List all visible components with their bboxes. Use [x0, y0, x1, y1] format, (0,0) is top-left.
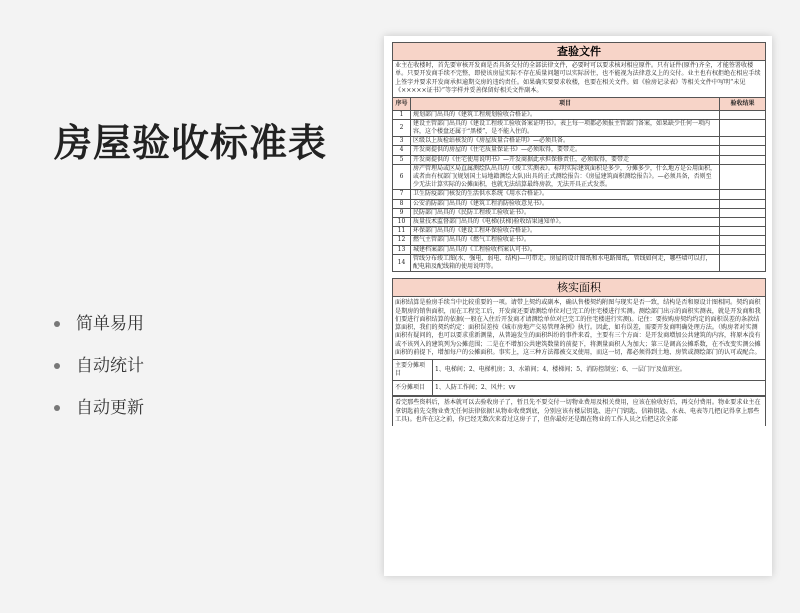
row-number: 13	[393, 245, 411, 254]
row-number: 7	[393, 190, 411, 199]
row-item: 民防部门出具的《民防工程竣工验收证书》。	[411, 208, 720, 217]
row-item: 质量技术监督部门出具的《电梯(扶梯)验收结果通知单》。	[411, 218, 720, 227]
apportion-label: 主要分摊项目	[393, 360, 433, 381]
row-result[interactable]	[720, 236, 766, 245]
table-row	[393, 208, 766, 217]
row-number: 2	[393, 119, 411, 136]
table-row	[393, 360, 766, 381]
row-result[interactable]	[720, 164, 766, 190]
feature-label: 自动统计	[76, 356, 144, 376]
row-result[interactable]	[720, 110, 766, 119]
apportion-value: 1、人防工作间；2、风井；vv	[433, 381, 766, 396]
column-header-result: 验收结果	[720, 97, 766, 110]
row-number: 10	[393, 218, 411, 227]
bullet-dot-icon	[54, 363, 60, 369]
table-row	[393, 236, 766, 245]
row-number: 1	[393, 110, 411, 119]
row-item: 规划部门出具的《建筑工程规划验收合格证》。	[411, 110, 720, 119]
table-row	[393, 381, 766, 396]
row-result[interactable]	[720, 208, 766, 217]
row-number: 6	[393, 164, 411, 190]
row-item: 建设主管部门出具的《建设工程竣工验收备案证明书》。表上每一项都必须报主管部门备案，如果缺少任何一项内容，这个楼盘还属于“黑楼”，是不能入住的。	[411, 119, 720, 136]
feature-label: 自动更新	[76, 398, 144, 418]
table-row	[393, 119, 766, 136]
row-item: 管线分布竣工图(水、强电、弱电、结构)—可带走。房屋的设计图纸和水电路图纸，管线如何走，哪些墙可以打，配电箱及配线箱的使用说明等。	[411, 254, 720, 271]
table-row	[393, 199, 766, 208]
bullet-dot-icon	[54, 321, 60, 327]
table-row	[393, 254, 766, 271]
table-row	[393, 155, 766, 164]
row-item: 公安消防部门出具的《建筑工程消防验收意见书》。	[411, 199, 720, 208]
row-result[interactable]	[720, 254, 766, 271]
row-result[interactable]	[720, 245, 766, 254]
row-result[interactable]	[720, 119, 766, 136]
row-item: 燃气主管部门出具的《燃气工程验收证书》。	[411, 236, 720, 245]
section-header-inspection-docs: 查验文件	[392, 42, 766, 61]
apportion-label: 不分摊项目	[393, 381, 433, 396]
row-item: 开发商提供的房屋的《住宅质量保证书》—必须取得，要带走。	[411, 146, 720, 155]
inspection-table	[392, 97, 766, 273]
document-preview	[384, 36, 772, 576]
row-result[interactable]	[720, 146, 766, 155]
table-row	[393, 137, 766, 146]
table-row	[393, 245, 766, 254]
apportion-table	[392, 359, 766, 396]
row-item: 环保部门出具的《建设工程环保验收合格证》。	[411, 227, 720, 236]
feature-item	[54, 312, 144, 354]
feature-label: 简单易用	[76, 314, 144, 334]
row-result[interactable]	[720, 199, 766, 208]
table-row	[393, 190, 766, 199]
row-number: 3	[393, 137, 411, 146]
row-number: 5	[393, 155, 411, 164]
row-result[interactable]	[720, 218, 766, 227]
row-number: 9	[393, 208, 411, 217]
table-row	[393, 146, 766, 155]
row-number: 12	[393, 236, 411, 245]
feature-item	[54, 396, 144, 438]
table-row	[393, 110, 766, 119]
page-title: 房屋验收标准表	[54, 121, 328, 165]
row-result[interactable]	[720, 137, 766, 146]
feature-item	[54, 354, 144, 396]
section-header-area-check: 核实面积	[392, 278, 766, 297]
row-number: 11	[393, 227, 411, 236]
row-item: 城建档案部门出具的《工程验收档案认可书》。	[411, 245, 720, 254]
intro-paragraph: 业主在收楼时，首先要审核开发商是否具备交付的全部法律文件，必要时可以要求核对相应原件。只有证件(原件)齐全，才能签署收楼单。只要开发商手续不完整，即使该房屋实际不存在质量问题可以实际居住，也不能视为法律意义上的交付。业主也有权拒绝在相应手续上签字并要求开发商承担逾期交房的违约责任。如果确实要要求收楼，也要在相关文件。如《验房记录表》等相关文件中写明“未见《×××××证书》”等字样并妥善保留好相关文件副本。	[392, 61, 766, 97]
closing-paragraph: 看完那些资料后，基本就可以去验收房子了，暂且先不要交付一切物业费用及相关费用，应该在验收好后，再交付费用。物业要求业主在拿钥匙前先交物业费无任何法律依据!从物业收费到底，分别应该有楼层钥匙、进户门钥匙、信箱钥匙、水表、电表等几把(记得拿上那些工具)。也许在这之前，你已经无数次来看过这房子了，但你最好还是跟在物业的工作人员之后把这次全部	[392, 396, 766, 426]
row-number: 4	[393, 146, 411, 155]
feature-list	[54, 312, 144, 438]
bullet-dot-icon	[54, 405, 60, 411]
table-row	[393, 218, 766, 227]
table-row	[393, 227, 766, 236]
area-paragraph: 面积结算是验房手续当中比较重要的一项。请带上契约或副本，确认售楼契约附图与现实是否一致，结构是否和原设计图相同。契约面积是期房的销售面积，而在工程完工后，开发商还要请测绘单位对已完工的住宅楼进行实测。测绘部门出示的面积实测表，就是开发商和我们要进行面积结算的依据(一般在入住后开发商才请测绘单位对已完工的住宅楼进行实测)。记住：要按购房契约约定的面积误差的条款结算面积，我们的契约约定：面积误差按《城市房地产交易管理条例》执行。因此，如有误差，需要开发商明确处理方法。（购房者对实测面积有疑问的，也可以要求重新测量，从普遍发生的面积纠纷的事件来看，主要有三个方面：是开发商增加公共建筑的内容，将原本没有或不该列入的建筑列为公摊范围；二是在不增加公共建筑数量的前提下，将测量面积人为加大；第三是调高公摊系数，在不改变实测公摊面积的前提下，增加每户的公摊面积。事实上，这三种方法都被交叉使用，而这一切，都必须得到土地、房管或测绘部门的认可或配合。	[392, 297, 766, 359]
row-item: 卫生防疫部门核发的生活供水系统《用水合格证》。	[411, 190, 720, 199]
row-number: 14	[393, 254, 411, 271]
column-header-item: 项目	[411, 97, 720, 110]
row-item: 开发商提供的《住宅使用说明书》—开发商据此承担保修责任，必须取得，要带走	[411, 155, 720, 164]
table-row	[393, 164, 766, 190]
column-header-number: 序号	[393, 97, 411, 110]
row-result[interactable]	[720, 155, 766, 164]
row-item: 区级以上质检站核发的《房屋质量合格证明》—必须具备。	[411, 137, 720, 146]
apportion-value: 1、电梯间；2、电梯机房；3、水箱间；4、楼梯间；5、消防控制室；6、一层门厅及值班室。	[433, 360, 766, 381]
row-item: 房产管理局或区局直属测绘队出具的《竣工实测表》。标明实际建筑面积是多少，分摊多少，什么地方是公用面积，或者由有权部门(规划国土局地籍测绘大队)出具的正式测绘报告：《房屋建筑面积测绘报告》。—必须具备，否则至少无法计算实际的公摊面积，也就无法结算最终房款，无法开具正式发票。	[411, 164, 720, 190]
row-number: 8	[393, 199, 411, 208]
row-result[interactable]	[720, 190, 766, 199]
row-result[interactable]	[720, 227, 766, 236]
